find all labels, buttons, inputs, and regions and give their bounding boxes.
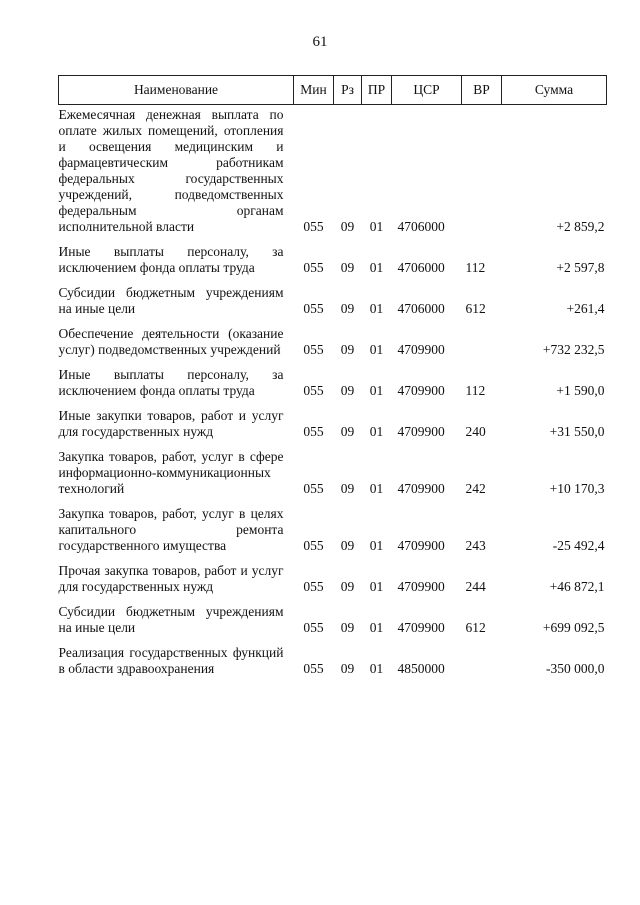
row-min: 055 [303,620,324,635]
table-header-row [59,76,607,105]
table-row [59,105,607,239]
table-row [59,402,607,443]
row-rz: 09 [340,620,355,635]
row-sum: +10 170,3 [549,481,605,496]
row-csr: 4709900 [397,342,445,357]
row-sum: +1 590,0 [556,383,605,398]
row-rz: 09 [340,538,355,553]
row-sum: -350 000,0 [546,661,605,676]
header-name: Наименование [59,76,294,105]
row-rz: 09 [340,661,355,676]
row-rz: 09 [340,424,355,439]
row-vr: 240 [465,424,486,439]
header-min: Мин [294,76,334,105]
row-rz: 09 [340,383,355,398]
row-csr: 4850000 [397,661,445,676]
row-csr: 4709900 [397,424,445,439]
row-rz: 09 [340,342,355,357]
header-vr: ВР [462,76,502,105]
header-rz: Рз [334,76,362,105]
row-pr: 01 [369,579,384,594]
row-min: 055 [303,661,324,676]
row-name: Реализация государственных функций в области здравоохранения [58,645,284,676]
row-vr [462,320,502,361]
row-name: Иные выплаты персоналу, за исключением фонда оплаты труда [58,244,284,275]
row-csr: 4706000 [397,219,445,234]
row-name: Закупка товаров, работ, услуг в целях капитального ремонта государственного имущества [58,506,284,553]
row-vr [462,105,502,239]
row-pr: 01 [369,260,384,275]
row-name: Ежемесячная денежная выплата по оплате жилых помещений, отопления и освещения медицинским и фармацевтическим работникам федеральных государственных учреждений, подведомственных федеральным органам исполнительной власти [58,107,284,234]
row-vr: 612 [465,620,486,635]
row-csr: 4709900 [397,579,445,594]
table-row [59,557,607,598]
row-rz: 09 [340,260,355,275]
table-row [59,238,607,279]
table-row [59,500,607,557]
row-min: 055 [303,424,324,439]
budget-table [58,75,607,680]
row-csr: 4709900 [397,620,445,635]
row-vr: 112 [465,383,486,398]
row-csr: 4709900 [397,538,445,553]
page-number: 61 [312,34,328,50]
table-row [59,279,607,320]
row-vr: 244 [465,579,486,594]
row-pr: 01 [369,424,384,439]
row-name: Иные выплаты персоналу, за исключением фонда оплаты труда [58,367,284,398]
row-pr: 01 [369,661,384,676]
header-pr: ПР [362,76,392,105]
row-min: 055 [303,579,324,594]
table-row [59,320,607,361]
row-pr: 01 [369,620,384,635]
row-rz: 09 [340,301,355,316]
row-sum: +2 597,8 [556,260,605,275]
row-vr: 242 [465,481,486,496]
row-csr: 4706000 [397,260,445,275]
table-row [59,598,607,639]
row-sum: +732 232,5 [542,342,605,357]
row-sum: -25 492,4 [552,538,605,553]
table-body [59,105,607,681]
row-sum: +261,4 [566,301,605,316]
row-rz: 09 [340,579,355,594]
row-pr: 01 [369,301,384,316]
row-name: Иные закупки товаров, работ и услуг для государственных нужд [58,408,284,439]
row-min: 055 [303,219,324,234]
row-min: 055 [303,383,324,398]
row-vr [462,639,502,680]
row-name: Субсидии бюджетным учреждениям на иные цели [58,604,284,635]
table-row [59,639,607,680]
row-min: 055 [303,538,324,553]
row-rz: 09 [340,481,355,496]
row-csr: 4709900 [397,383,445,398]
row-min: 055 [303,481,324,496]
header-csr: ЦСР [392,76,462,105]
table-row [59,361,607,402]
row-sum: +699 092,5 [542,620,605,635]
row-vr: 612 [465,301,486,316]
row-min: 055 [303,301,324,316]
row-csr: 4709900 [397,481,445,496]
row-min: 055 [303,260,324,275]
header-sum: Сумма [502,76,607,105]
row-sum: +2 859,2 [556,219,605,234]
row-vr: 243 [465,538,486,553]
row-name: Субсидии бюджетным учреждениям на иные цели [58,285,284,316]
row-vr: 112 [465,260,486,275]
row-pr: 01 [369,342,384,357]
table-row [59,443,607,500]
row-pr: 01 [369,538,384,553]
row-pr: 01 [369,219,384,234]
row-name: Прочая закупка товаров, работ и услуг для государственных нужд [58,563,284,594]
row-sum: +31 550,0 [549,424,605,439]
row-csr: 4706000 [397,301,445,316]
row-name: Обеспечение деятельности (оказание услуг) подведомственных учреждений [58,326,284,357]
row-pr: 01 [369,383,384,398]
row-pr: 01 [369,481,384,496]
row-sum: +46 872,1 [549,579,605,594]
row-rz: 09 [340,219,355,234]
row-min: 055 [303,342,324,357]
row-name: Закупка товаров, работ, услуг в сфере информационно-коммуникационных технологий [58,449,284,496]
